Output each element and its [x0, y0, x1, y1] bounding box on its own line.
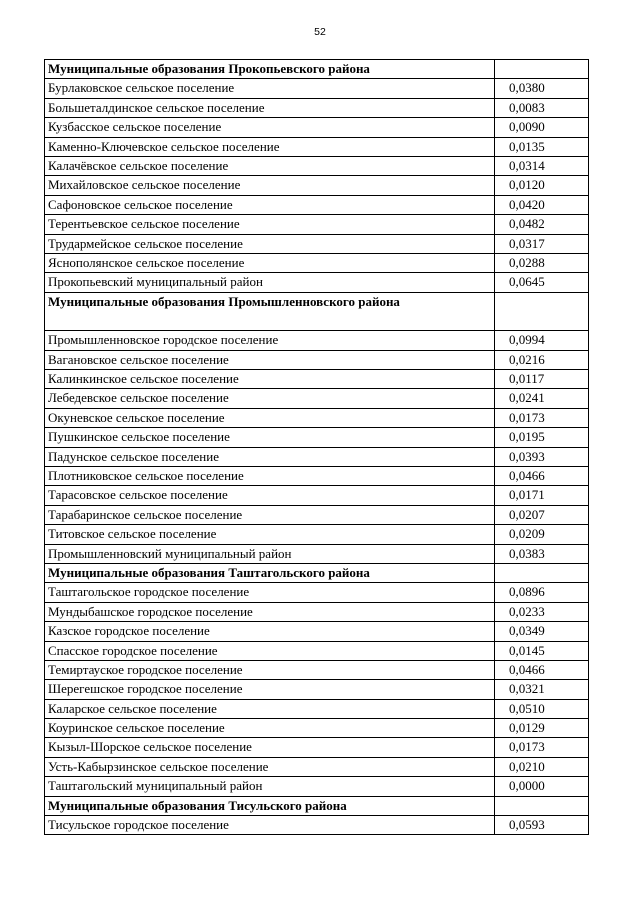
- municipality-name: Шерегешское городское поселение: [45, 680, 495, 699]
- coefficients-table: [44, 59, 589, 835]
- section-title: Муниципальные образования Таштагольского района: [45, 563, 495, 582]
- municipality-name: Таштагольский муниципальный район: [45, 777, 495, 796]
- coefficient-value: 0,0288: [495, 253, 589, 272]
- table-row: [45, 447, 589, 466]
- municipality-name: Калачёвское сельское поселение: [45, 156, 495, 175]
- coefficient-value: 0,0241: [495, 389, 589, 408]
- table-row: [45, 137, 589, 156]
- municipality-name: Окуневское сельское поселение: [45, 408, 495, 427]
- table-row: [45, 738, 589, 757]
- coefficient-value: 0,0393: [495, 447, 589, 466]
- municipality-name: Пушкинское сельское поселение: [45, 428, 495, 447]
- page-number: 52: [314, 26, 326, 38]
- municipality-name: Бурлаковское сельское поселение: [45, 79, 495, 98]
- coefficient-value: 0,0321: [495, 680, 589, 699]
- coefficient-value: 0,0593: [495, 816, 589, 835]
- section-value-cell: [495, 60, 589, 79]
- coefficient-value: 0,0510: [495, 699, 589, 718]
- coefficient-value: 0,0135: [495, 137, 589, 156]
- table-row: [45, 660, 589, 679]
- table-row: [45, 525, 589, 544]
- table-body: [45, 60, 589, 835]
- coefficient-value: 0,0420: [495, 195, 589, 214]
- coefficient-value: 0,0207: [495, 505, 589, 524]
- coefficient-value: 0,0233: [495, 602, 589, 621]
- municipality-name: Усть-Кабырзинское сельское поселение: [45, 757, 495, 776]
- table-row: [45, 467, 589, 486]
- table-row: [45, 408, 589, 427]
- table-row: [45, 350, 589, 369]
- municipality-name: Кызыл-Шорское сельское поселение: [45, 738, 495, 757]
- municipality-name: Казское городское поселение: [45, 622, 495, 641]
- table-row: [45, 486, 589, 505]
- coefficient-value: 0,0195: [495, 428, 589, 447]
- coefficient-value: 0,0173: [495, 738, 589, 757]
- municipality-name: Мундыбашское городское поселение: [45, 602, 495, 621]
- coefficient-value: 0,0482: [495, 215, 589, 234]
- coefficient-value: 0,0380: [495, 79, 589, 98]
- coefficient-value: 0,0896: [495, 583, 589, 602]
- municipality-name: Темиртауское городское поселение: [45, 660, 495, 679]
- table-row: [45, 79, 589, 98]
- table-row: [45, 156, 589, 175]
- municipality-name: Яснополянское сельское поселение: [45, 253, 495, 272]
- municipality-name: Падунское сельское поселение: [45, 447, 495, 466]
- municipality-name: Кузбасское сельское поселение: [45, 118, 495, 137]
- table-row: [45, 389, 589, 408]
- table-row: [45, 234, 589, 253]
- coefficient-value: 0,0083: [495, 98, 589, 117]
- table-row: [45, 176, 589, 195]
- municipality-name: Большеталдинское сельское поселение: [45, 98, 495, 117]
- table-row: [45, 816, 589, 835]
- section-title: Муниципальные образования Прокопьевского района: [45, 60, 495, 79]
- table-row: [45, 602, 589, 621]
- table-row: [45, 680, 589, 699]
- table-row: [45, 699, 589, 718]
- table-row: [45, 118, 589, 137]
- municipality-name: Коуринское сельское поселение: [45, 719, 495, 738]
- coefficient-value: 0,0994: [495, 331, 589, 350]
- section-title: Муниципальные образования Тисульского района: [45, 796, 495, 815]
- table-row: [45, 719, 589, 738]
- table-row: [45, 622, 589, 641]
- table-row: [45, 641, 589, 660]
- table-row: [45, 98, 589, 117]
- coefficient-value: 0,0129: [495, 719, 589, 738]
- table-row: [45, 505, 589, 524]
- coefficient-value: 0,0000: [495, 777, 589, 796]
- table-row: [45, 215, 589, 234]
- table-row: [45, 757, 589, 776]
- municipality-name: Тарабаринское сельское поселение: [45, 505, 495, 524]
- table-row: [45, 253, 589, 272]
- municipality-name: Терентьевское сельское поселение: [45, 215, 495, 234]
- coefficient-value: 0,0120: [495, 176, 589, 195]
- table-row: [45, 583, 589, 602]
- section-header-row: [45, 563, 589, 582]
- municipality-name: Прокопьевский муниципальный район: [45, 273, 495, 292]
- coefficient-value: 0,0645: [495, 273, 589, 292]
- coefficient-value: 0,0383: [495, 544, 589, 563]
- table-row: [45, 777, 589, 796]
- coefficient-value: 0,0171: [495, 486, 589, 505]
- coefficient-value: 0,0349: [495, 622, 589, 641]
- municipality-name: Тарасовское сельское поселение: [45, 486, 495, 505]
- coefficient-value: 0,0145: [495, 641, 589, 660]
- coefficient-value: 0,0317: [495, 234, 589, 253]
- table-row: [45, 331, 589, 350]
- section-value-cell: [495, 563, 589, 582]
- table-row: [45, 195, 589, 214]
- coefficient-value: 0,0210: [495, 757, 589, 776]
- coefficient-value: 0,0090: [495, 118, 589, 137]
- municipality-name: Вагановское сельское поселение: [45, 350, 495, 369]
- table-row: [45, 428, 589, 447]
- municipality-name: Каменно-Ключевское сельское поселение: [45, 137, 495, 156]
- municipality-name: Калинкинское сельское поселение: [45, 370, 495, 389]
- section-title: Муниципальные образования Промышленновского района: [45, 292, 495, 331]
- coefficient-value: 0,0216: [495, 350, 589, 369]
- coefficient-value: 0,0466: [495, 467, 589, 486]
- municipality-name: Спасское городское поселение: [45, 641, 495, 660]
- coefficient-value: 0,0117: [495, 370, 589, 389]
- municipality-name: Михайловское сельское поселение: [45, 176, 495, 195]
- coefficient-value: 0,0173: [495, 408, 589, 427]
- coefficient-value: 0,0209: [495, 525, 589, 544]
- coefficient-value: 0,0314: [495, 156, 589, 175]
- municipality-name: Промышленновский муниципальный район: [45, 544, 495, 563]
- municipality-name: Тисульское городское поселение: [45, 816, 495, 835]
- table-row: [45, 370, 589, 389]
- municipality-name: Лебедевское сельское поселение: [45, 389, 495, 408]
- municipality-name: Плотниковское сельское поселение: [45, 467, 495, 486]
- table-row: [45, 273, 589, 292]
- coefficient-value: 0,0466: [495, 660, 589, 679]
- municipality-name: Титовское сельское поселение: [45, 525, 495, 544]
- section-header-row: [45, 60, 589, 79]
- table-row: [45, 544, 589, 563]
- section-value-cell: [495, 292, 589, 331]
- section-header-row: [45, 292, 589, 331]
- municipality-name: Таштагольское городское поселение: [45, 583, 495, 602]
- section-header-row: [45, 796, 589, 815]
- municipality-name: Каларское сельское поселение: [45, 699, 495, 718]
- municipality-name: Сафоновское сельское поселение: [45, 195, 495, 214]
- municipality-name: Трудармейское сельское поселение: [45, 234, 495, 253]
- section-value-cell: [495, 796, 589, 815]
- municipality-name: Промышленновское городское поселение: [45, 331, 495, 350]
